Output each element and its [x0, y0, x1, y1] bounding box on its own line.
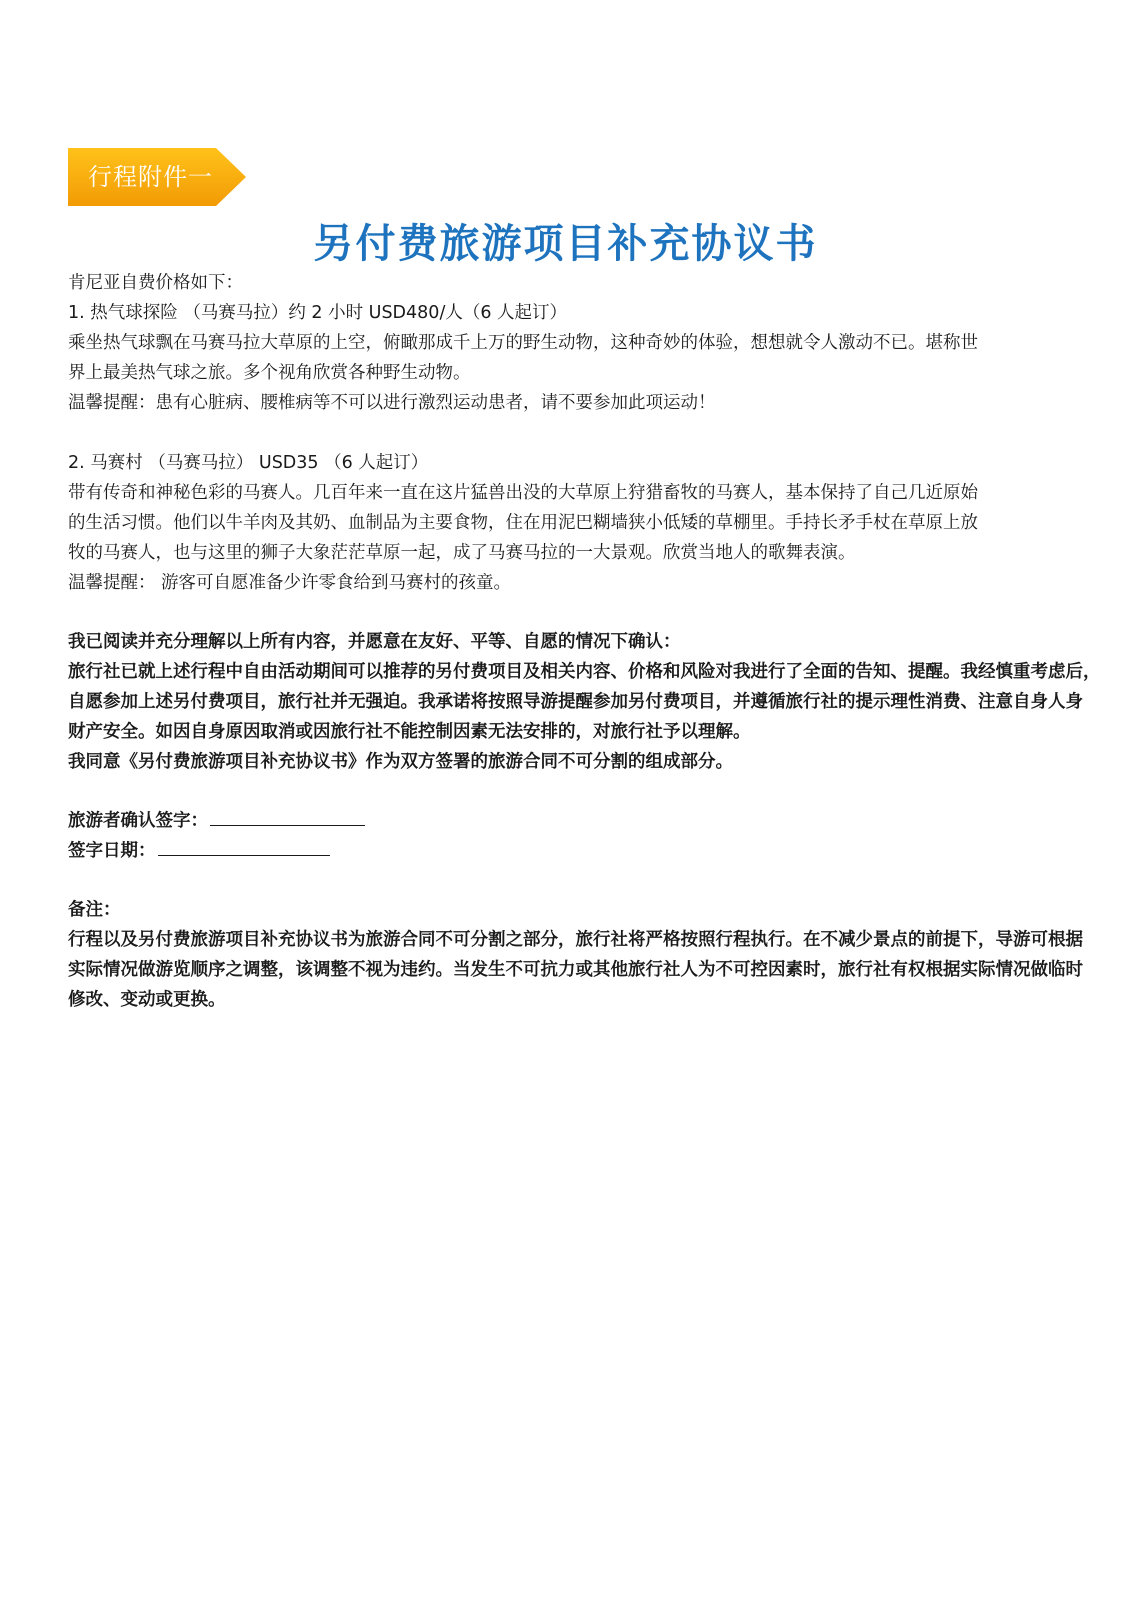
signature-block — [68, 806, 1068, 866]
item-reminder: 温馨提醒： 游客可自愿准备少许零食给到马赛村的孩童。 — [68, 573, 512, 593]
declaration-line: 财产安全。如因自身原因取消或因旅行社不能控制因素无法安排的，对旅行社予以理解。 — [68, 722, 751, 742]
notes-label: 备注： — [68, 900, 121, 920]
item-description-line: 界上最美热气球之旅。多个视角欣赏各种野生动物。 — [68, 363, 471, 383]
declaration-line: 我已阅读并充分理解以上所有内容，并愿意在友好、平等、自愿的情况下确认： — [68, 632, 681, 652]
notes-line: 行程以及另付费旅游项目补充协议书为旅游合同不可分割之部分，旅行社将严格按照行程执行。在不减少景点的前提下，导游可根据 — [68, 930, 1083, 950]
notes-line: 实际情况做游览顺序之调整，该调整不视为违约。当发生不可抗力或其他旅行社人为不可控因素时，旅行社有权根据实际情况做临时 — [68, 960, 1083, 980]
intro-line: 肯尼亚自费价格如下： — [68, 273, 243, 293]
item-description-line: 带有传奇和神秘色彩的马赛人。几百年来一直在这片猛兽出没的大草原上狩猎畜牧的马赛人，基本保持了自己几近原始 — [68, 483, 978, 503]
section-tag-label: 行程附件一 — [88, 163, 213, 191]
traveler-signature-row — [68, 806, 1068, 836]
notes-block — [68, 895, 1083, 1015]
signature-date-label: 签字日期： — [68, 841, 156, 861]
spacer — [68, 777, 1068, 806]
declaration-line: 我同意《另付费旅游项目补充协议书》作为双方签署的旅游合同不可分割的组成部分。 — [68, 752, 733, 772]
traveler-signature-line — [210, 809, 365, 826]
signature-date-line — [158, 839, 330, 856]
item-description-line: 的生活习惯。他们以牛羊肉及其奶、血制品为主要食物，住在用泥巴糊墙狭小低矮的草棚里。手持长矛手杖在草原上放 — [68, 513, 978, 533]
section-tag — [68, 148, 246, 206]
signature-date-row — [68, 836, 1068, 866]
item-description-line: 乘坐热气球飘在马赛马拉大草原的上空，俯瞰那成千上万的野生动物，这种奇妙的体验，想想就令人激动不已。堪称世 — [68, 333, 978, 353]
spacer — [68, 866, 1068, 895]
document-title: 另付费旅游项目补充协议书 — [313, 221, 818, 267]
traveler-signature-label: 旅游者确认签字： — [68, 811, 208, 831]
declaration-line: 自愿参加上述另付费项目，旅行社并无强迫。我承诺将按照导游提醒参加另付费项目，并遵循旅行社的提示理性消费、注意自身人身 — [68, 692, 1083, 712]
item-heading: 1. 热气球探险 （马赛马拉）约 2 小时 USD480/人（6 人起订） — [68, 303, 568, 323]
notes-line: 修改、变动或更换。 — [68, 990, 226, 1010]
item-reminder: 温馨提醒：患有心脏病、腰椎病等不可以进行激烈运动患者，请不要参加此项运动！ — [68, 393, 716, 413]
document-body — [68, 268, 1101, 1015]
item-heading: 2. 马赛村 （马赛马拉） USD35 （6 人起订） — [68, 453, 429, 473]
declaration-line: 旅行社已就上述行程中自由活动期间可以推荐的另付费项目及相关内容、价格和风险对我进行了全面的告知、提醒。我经慎重考虑后， — [68, 662, 1101, 682]
spacer — [68, 598, 1068, 627]
item-description-line: 牧的马赛人，也与这里的狮子大象茫茫草原一起，成了马赛马拉的一大景观。欣赏当地人的歌舞表演。 — [68, 543, 856, 563]
spacer — [68, 418, 1068, 448]
declaration-block — [68, 627, 1101, 777]
